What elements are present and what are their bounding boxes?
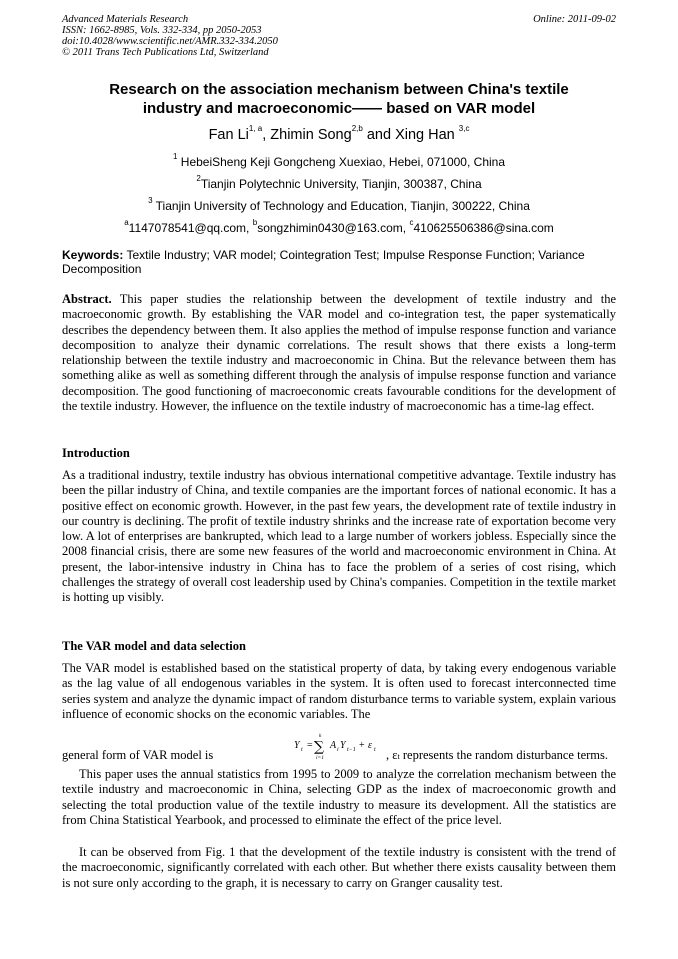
eq-plus: + [359, 740, 365, 751]
eq-a-sub: i [337, 747, 339, 753]
eq-equals: = [307, 740, 313, 751]
affiliation-text: HebeiSheng Keji Gongcheng Xuexiao, Hebei, 071000, China [177, 155, 506, 169]
abstract [62, 292, 616, 414]
email-list: $^a$1147078541@qq.com, $^b$songzhimin0430@163.com, $^c$410625506386@sina.com [124, 218, 554, 235]
affiliation [62, 196, 616, 213]
equation-trail: , εt represents the random disturbance terms. [386, 748, 608, 762]
eq-sum-bottom: i=1 [316, 755, 324, 761]
eq-sum-top: k [319, 733, 322, 739]
var-paragraph-2: This paper uses the annual statistics from 1995 to 2009 to analyze the correlation mechanism between the textile industry and macroeconomic in China, selecting GDP as the index of macroeconomic growth and selecting the total production value of the textile industry to measure its development. All the statistics are from China Statistical Yearbook, and processed to eliminate the effect of the price level. [62, 767, 616, 827]
author-sup: 3,c [458, 124, 470, 133]
introduction-paragraph: As a traditional industry, textile industry has obvious international competitive advantage. Textile industry has been the pillar industry of China, and textile companies are the important forces of national economic. It has a positive effect on economic growth. However, in the past few years, the development rate of textile industry in our country is declining. The profit of textile industry shrinks and the increase rate of exportation become very low. A lot of enterprises are bankrupted, which lead to a large number of workers jobless. Especially since the 2008 financial crisis, there are some new feasures of the world and macroeconomic environment in China. At present, the labor-intensive industry in China has to face the problem of a series of cost rising, which challenges the strategy of overall cost leadership used by China's companies. Competition in the textile market is hotting up visibly. [62, 468, 616, 605]
affiliation-sup: 2 [196, 174, 201, 183]
keywords-text: Textile Industry; VAR model; Cointegration Test; Impulse Response Function; Variance Decomposition [62, 248, 585, 276]
section-heading-introduction: Introduction [62, 446, 130, 460]
keywords-label: Keywords: [62, 248, 124, 262]
doi-line: doi:10.4028/www.scientific.net/AMR.332-334.2050 [62, 36, 278, 47]
eq-a: A [330, 740, 337, 751]
equation-line [62, 733, 616, 763]
var-equation [292, 730, 382, 764]
var-paragraph-1: The VAR model is established based on the statistical property of data, by taking every endogenous variable as the lag value of all endogenous variables in the system. It is often used to forecast interconnected time series system and analyze the dynamic impact of random disturbance terms to variable system, explain various influence of economic shocks on the economic variables. The [62, 661, 616, 721]
affiliation-text: Tianjin Polytechnic University, Tianjin, 300387, China [200, 177, 482, 191]
affiliation-sup: 1 [172, 152, 178, 161]
affiliation-text: Tianjin University of Technology and Education, Tianjin, 300222, China [152, 199, 530, 213]
journal-header [62, 14, 278, 58]
email-link[interactable]: 410625506386@sina.com [413, 221, 554, 235]
keywords [62, 248, 616, 276]
eq-lhs-sub: t [301, 747, 303, 753]
author-sup: 2,b [351, 124, 363, 133]
journal-name: Advanced Materials Research [62, 14, 189, 25]
abstract-label: Abstract. [62, 292, 112, 306]
equation-lead-text: general form of VAR model is [62, 748, 214, 762]
abstract-text: This paper studies the relationship between the development of textile industry and the macroeconomic growth. By establishing the VAR model and co-integration test, the paper systematically describes the dependency between them. It also applies the method of impulse response function and variance decomposition to analyze their dynamic correlations. The result shows that there exists a long-term relationship between the textile industry and macroeconomic in China. But the relevance between them has something alike as well as something different through the analysis of impulse response function and variance decomposition. The good functioning of macroeconomic creats favourable conditions for the development of the textile industry. However, the influence on the textile industry of macroeconomic has a time-lag effect. [62, 292, 616, 414]
section-heading-var: The VAR model and data selection [62, 639, 246, 653]
eq-lhs: Y [294, 740, 300, 751]
eq-epsilon-sub: t [374, 747, 376, 753]
author-sup: 1, a [248, 124, 263, 133]
author-name: Fan Li [208, 127, 249, 143]
eq-sum-sign: ∑ [314, 739, 324, 755]
affiliation [62, 152, 616, 169]
eq-y-sub: t−1 [347, 747, 356, 753]
author-and: and [366, 127, 392, 143]
var-paragraph-3: It can be observed from Fig. 1 that the development of the textile industry is consistent with the trend of the macroeconomic, significantly correlated with each other. But whether there exists causality between them is not sure only according to the graph, it is necessary to carry on Granger causality test. [62, 845, 616, 890]
author-name: Zhimin Song [270, 127, 352, 143]
author-list: Fan Li$^{1, a}$, Zhimin Song$^{2,b}$ and Xing Han $^{3,c}$ [208, 124, 470, 143]
paper-title [62, 80, 616, 118]
email-link[interactable]: 1147078541@qq.com, [128, 221, 253, 235]
title-line-2: industry and macroeconomic—— based on VAR model [142, 100, 536, 117]
online-date: Online: 2011-09-02 [533, 14, 616, 25]
title-line-1: Research on the association mechanism between China's textile [109, 81, 569, 98]
eq-epsilon: ε [368, 740, 372, 751]
affiliation-sup: 3 [148, 196, 153, 205]
affiliation [62, 174, 616, 191]
eq-y: Y [340, 740, 346, 751]
email-link[interactable]: songzhimin0430@163.com, [257, 221, 410, 235]
copyright-line: © 2011 Trans Tech Publications Ltd, Switzerland [62, 47, 269, 58]
issn-line: ISSN: 1662-8985, Vols. 332-334, pp 2050-2053 [62, 25, 262, 36]
author-name: Xing Han [395, 127, 455, 143]
